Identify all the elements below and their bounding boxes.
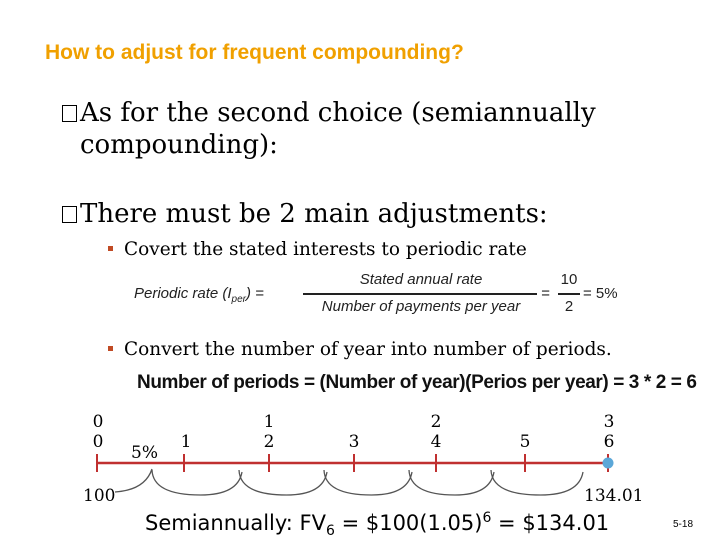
compounding-arrow (152, 470, 242, 495)
compounding-arrow (115, 469, 152, 492)
present-value-label: 100 (83, 486, 116, 506)
timeline-year-1: 1 (263, 412, 275, 432)
bullet-1-line-2: compounding): (80, 130, 278, 160)
periodic-rate-label: Periodic rate $(I_{per})$ = (134, 285, 264, 305)
timeline-period-5: 5 (519, 432, 531, 452)
future-value-label: 134.01 (584, 486, 644, 506)
timeline-period-1: 1 (180, 432, 192, 452)
timeline-period-2: 2 (263, 432, 275, 452)
timeline-year-2: 2 (430, 412, 442, 432)
compounding-arrow (409, 470, 494, 495)
formula-den-2: 2 (564, 298, 574, 315)
bullet-1-line-1: As for the second choice (semiannually (80, 98, 596, 128)
fv-equation: Semiannually: $FV_6$ = $\$100(1.05)^6$ = $134.01 (145, 510, 610, 540)
formula-result: = 5% (583, 285, 618, 302)
timeline-period-3: 3 (348, 432, 360, 452)
compounding-arrow (239, 470, 327, 495)
timeline-year-3: 3 (603, 412, 615, 432)
timeline-period-6: 6 (603, 432, 615, 452)
slide-number: 5-18 (673, 519, 694, 530)
number-of-periods-formula: Number of periods = (Number of year)(Perios per year) = 3 * 2 = 6 (137, 372, 697, 393)
timeline-year-0: 0 (92, 412, 104, 432)
sub-bullet-1-text: Covert the stated interests to periodic rate (124, 239, 527, 260)
compounding-arrow (324, 470, 412, 495)
sub-bullet-2-text: Convert the number of year into number of periods. (124, 339, 612, 360)
formula-denominator: Number of payments per year (321, 298, 521, 315)
timeline-period-0: 0 (92, 432, 104, 452)
formula-numerator: Stated annual rate (359, 271, 483, 288)
timeline-period-4: 4 (430, 432, 442, 452)
slide-title: How to adjust for frequent compounding? (45, 41, 464, 64)
bullet-2-text: There must be 2 main adjustments: (80, 199, 548, 229)
formula-num-10: 10 (560, 271, 578, 288)
formula-equals: = (541, 285, 550, 302)
timeline-end-dot (603, 458, 614, 469)
timeline-rate: 5% (131, 443, 158, 463)
compounding-arrow (491, 470, 583, 495)
